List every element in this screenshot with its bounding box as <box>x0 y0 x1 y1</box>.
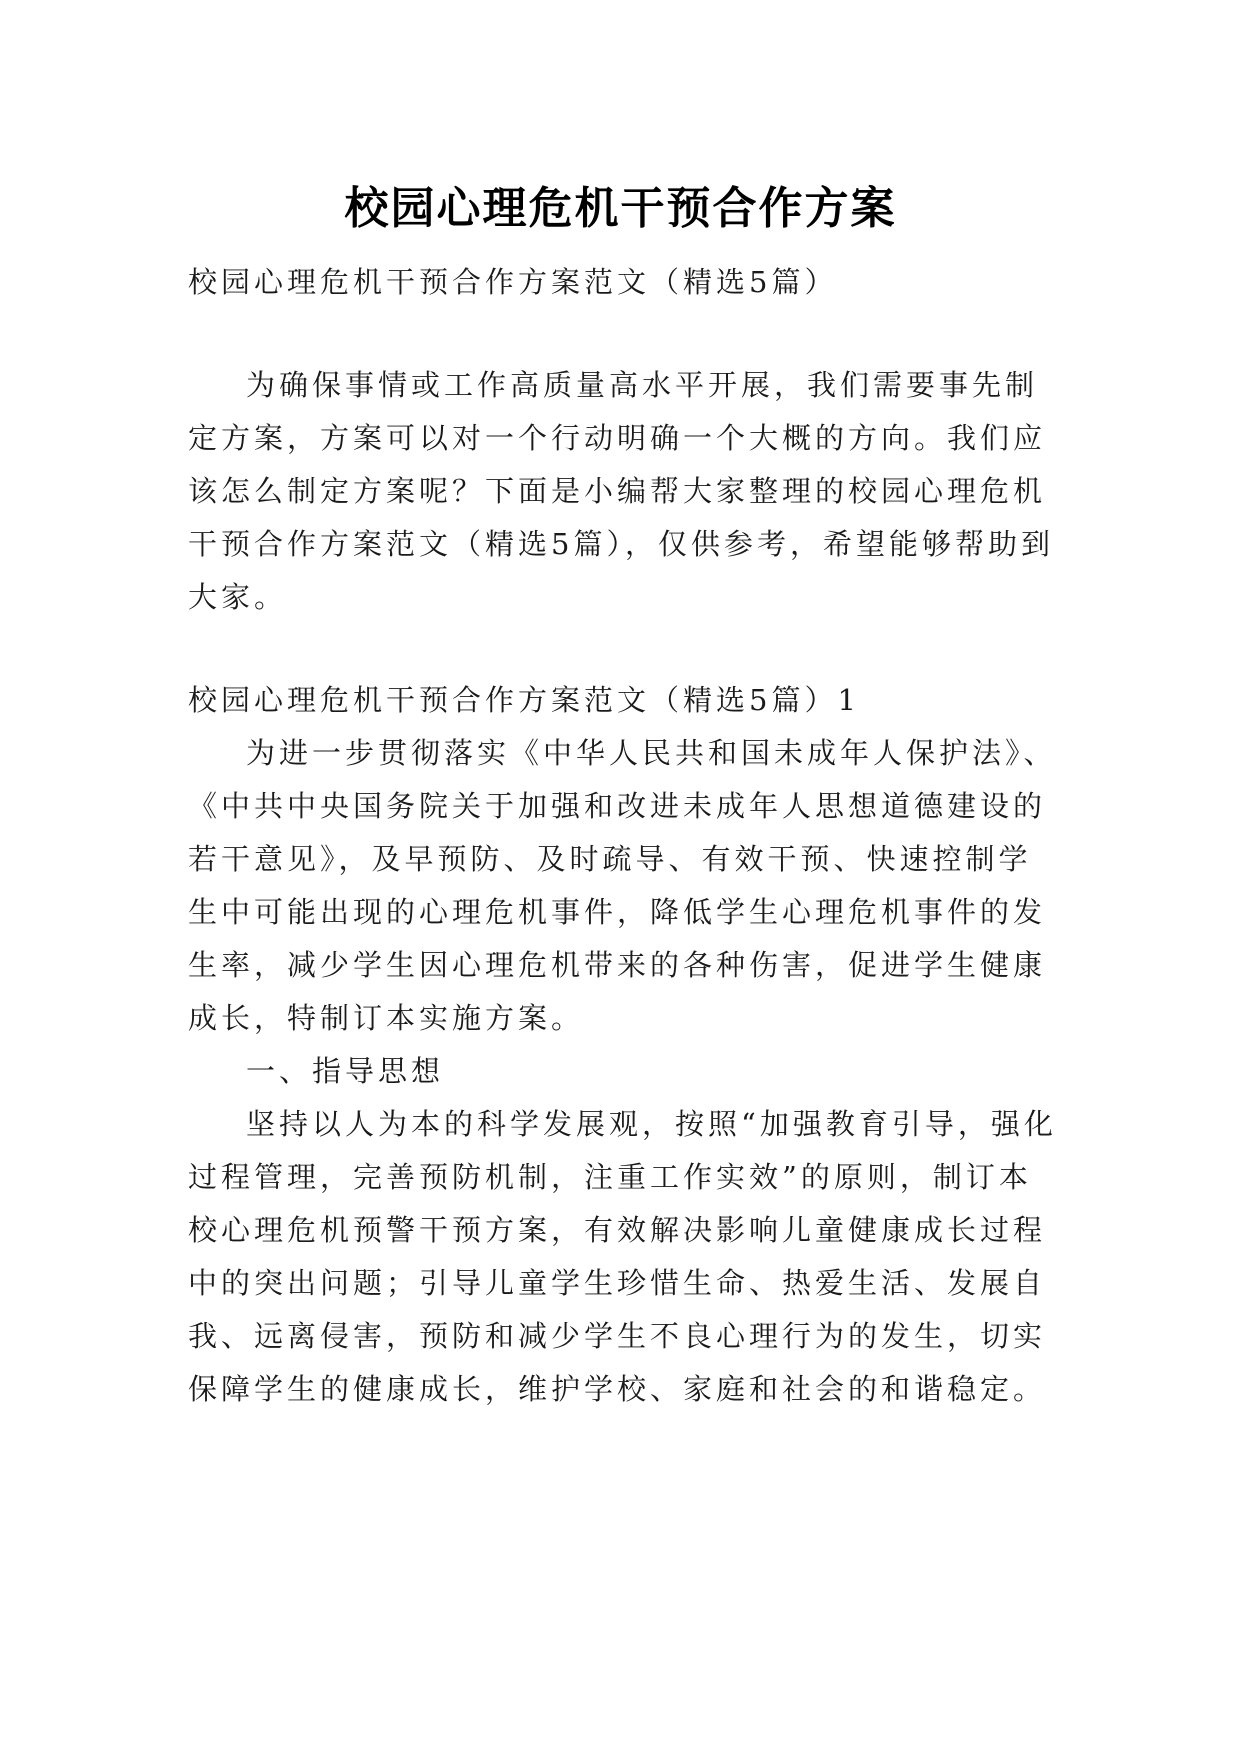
document-title: 校园心理危机干预合作方案 <box>344 183 897 235</box>
section-paragraph: 为进一步贯彻落实《中华人民共和国未成年人保护法》、《中共中央国务院关于加强和改进未成年人思想道德建设的若干意见》，及早预防、及时疏导、有效干预、快速控制学生中可能出现的心理危机事件，降低学生心理危机事件的发生率，减少学生因心理危机带来的各种伤害，促进学生健康成长，特制订本实施方案。 <box>188 736 1057 1035</box>
guiding-heading: 一、指导思想 <box>246 1054 445 1088</box>
section-heading: 校园心理危机干预合作方案范文（精选5篇）1 <box>188 683 860 717</box>
document-subtitle: 校园心理危机干预合作方案范文（精选5篇） <box>188 265 838 299</box>
intro-paragraph: 为确保事情或工作高质量高水平开展，我们需要事先制定方案，方案可以对一个行动明确一个大概的方向。我们应该怎么制定方案呢？下面是小编帮大家整理的校园心理危机干预合作方案范文（精选5篇），仅供参考，希望能够帮助到大家。 <box>188 368 1054 614</box>
guiding-paragraph: 坚持以人为本的科学发展观，按照“加强教育引导，强化过程管理，完善预防机制，注重工作实效”的原则，制订本校心理危机预警干预方案，有效解决影响儿童健康成长过程中的突出问题；引导儿童学生珍惜生命、热爱生活、发展自我、远离侵害，预防和减少学生不良心理行为的发生，切实保障学生的健康成长，维护学校、家庭和社会的和谐稳定。 <box>188 1107 1057 1406</box>
document-body <box>188 256 1058 1416</box>
